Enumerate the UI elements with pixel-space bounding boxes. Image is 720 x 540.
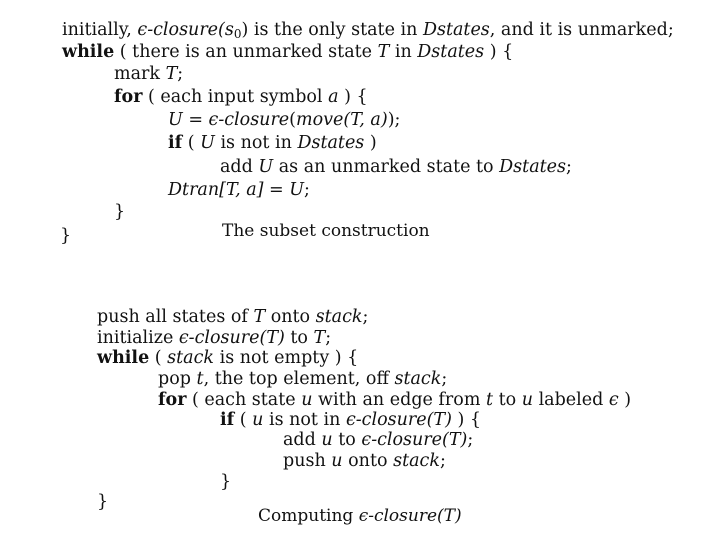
text: (s — [218, 20, 234, 40]
text: T — [165, 64, 178, 84]
text: move — [296, 110, 344, 130]
text: as an unmarked state to — [273, 157, 500, 177]
text: stack — [315, 307, 363, 327]
text: ) { — [484, 42, 514, 62]
text: T — [313, 328, 326, 348]
text: ϵ-closure — [345, 410, 427, 430]
text: to — [284, 328, 314, 348]
keyword: for — [158, 390, 187, 410]
text: ; — [325, 328, 332, 348]
text: is not in — [214, 133, 298, 153]
text: ) — [618, 390, 632, 410]
text: Dtran — [168, 180, 220, 200]
subset-line-7 — [220, 157, 572, 177]
subset-line-8 — [168, 180, 310, 200]
text: labeled — [533, 390, 609, 410]
subset-line-5 — [168, 110, 400, 130]
text: ( each state — [186, 390, 302, 410]
text: push — [283, 451, 332, 471]
keyword: for — [114, 87, 143, 107]
text: ϵ — [608, 390, 619, 410]
text: u — [321, 430, 333, 450]
closure-line-5 — [158, 390, 631, 410]
text: } — [114, 202, 126, 222]
text: (T) — [259, 328, 285, 348]
keyword: if — [168, 133, 183, 153]
keyword: if — [220, 410, 235, 430]
closure-line-10 — [97, 492, 108, 512]
text: , the top element, off — [203, 369, 395, 389]
closure-line-3 — [97, 348, 358, 368]
text: initially, — [62, 20, 138, 40]
text: ( each input symbol — [142, 87, 329, 107]
text: = — [182, 110, 209, 130]
text: ); — [387, 110, 401, 130]
text: } — [220, 472, 232, 492]
subset-line-10 — [60, 226, 71, 246]
text: (T) — [442, 430, 468, 450]
text: pop — [158, 369, 197, 389]
text: a — [328, 87, 339, 107]
text: ( — [182, 133, 201, 153]
closure-line-6 — [220, 410, 481, 430]
closure-line-8 — [283, 451, 446, 471]
text: ( — [234, 410, 253, 430]
text: add — [220, 157, 259, 177]
text: ϵ-closure — [361, 430, 443, 450]
text: = — [263, 180, 290, 200]
text: mark — [114, 64, 166, 84]
subset-line-3 — [114, 64, 183, 84]
text: } — [97, 492, 109, 512]
subset-line-6 — [168, 133, 377, 153]
text: U — [258, 157, 274, 177]
text: Dstates — [417, 42, 485, 62]
closure-caption — [258, 506, 462, 526]
closure-line-2 — [97, 328, 331, 348]
text: ; — [362, 307, 369, 327]
text: u — [331, 451, 343, 471]
text: ) — [364, 133, 377, 153]
text: ( — [289, 110, 296, 130]
subset-line-1 — [62, 20, 674, 44]
closure-line-1 — [97, 307, 368, 327]
text: T — [377, 42, 390, 62]
text: to — [332, 430, 362, 450]
subset-line-4 — [114, 87, 368, 107]
text: t — [485, 390, 494, 410]
subset-line-2 — [62, 42, 513, 62]
text: U — [200, 133, 215, 153]
text: initialize — [97, 328, 179, 348]
subset-line-9 — [114, 202, 125, 222]
text: ; — [177, 64, 184, 84]
text: to — [493, 390, 522, 410]
closure-line-9 — [220, 472, 231, 492]
text: , and it is unmarked; — [489, 20, 674, 40]
text: } — [60, 226, 72, 246]
text: ) { — [451, 410, 482, 430]
text: (T, a) — [343, 110, 388, 130]
text: ; — [566, 157, 572, 177]
text: is not in — [263, 410, 346, 430]
text: ; — [304, 180, 310, 200]
text: Dstates — [422, 20, 490, 40]
text: ) is the only state in — [241, 20, 423, 40]
text: ; — [441, 369, 448, 389]
text: ϵ-closure — [137, 20, 219, 40]
text: with an edge from — [312, 390, 486, 410]
text: ) { — [338, 87, 368, 107]
text: Computing — [258, 506, 359, 526]
text: ϵ-closure — [208, 110, 290, 130]
closure-line-4 — [158, 369, 447, 389]
text: onto — [265, 307, 316, 327]
keyword: while — [97, 348, 150, 368]
text: u — [252, 410, 264, 430]
text: ; — [467, 430, 474, 450]
text: (T) — [437, 506, 462, 526]
text: u — [301, 390, 313, 410]
closure-line-7 — [283, 430, 473, 450]
text: stack — [394, 369, 442, 389]
text: T — [253, 307, 266, 327]
text: (T) — [426, 410, 452, 430]
text: ( there is an unmarked state — [114, 42, 378, 62]
text: stack — [167, 348, 215, 368]
text: ϵ-closure — [178, 328, 260, 348]
text: u — [521, 390, 534, 410]
text: 0 — [233, 27, 242, 41]
text: U — [168, 110, 183, 130]
text: in — [389, 42, 418, 62]
text: [T, a] — [219, 180, 264, 200]
text: add — [283, 430, 322, 450]
text: push all states of — [97, 307, 254, 327]
subset-caption: The subset construction — [222, 221, 430, 241]
text: onto — [342, 451, 394, 471]
text: ( — [149, 348, 168, 368]
text: ; — [439, 451, 446, 471]
text: t — [196, 369, 204, 389]
text: is not empty ) { — [214, 348, 359, 368]
text: U — [289, 180, 305, 200]
text: ϵ-closure — [358, 506, 438, 526]
text: stack — [393, 451, 440, 471]
text: Dstates — [499, 157, 567, 177]
keyword: while — [62, 42, 115, 62]
text: Dstates — [297, 133, 365, 153]
